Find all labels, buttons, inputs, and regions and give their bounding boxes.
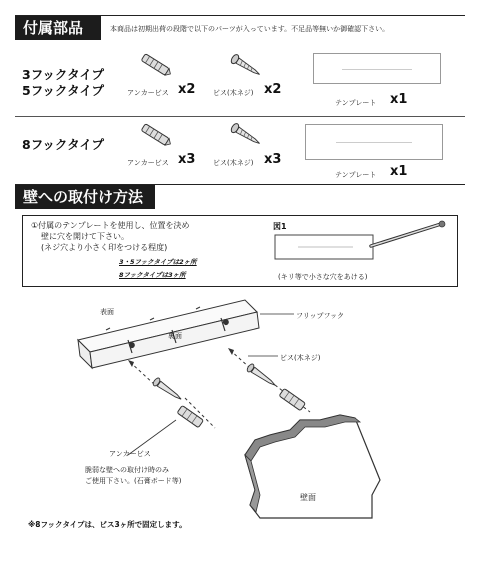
instruction-sub-2: 8フックタイプは3ヶ所 bbox=[119, 271, 186, 279]
anchor-qty-row2: x3 bbox=[178, 152, 196, 167]
instruction-sub-1: 3・5フックタイプは2ヶ所 bbox=[119, 258, 197, 266]
instruction-line-2: 壁に穴を開けて下さい。 bbox=[41, 232, 129, 241]
wall-label: 壁面 bbox=[300, 493, 316, 502]
anchor-diagram-label: アンカービス bbox=[109, 450, 151, 458]
screw-label-row1: ビス(木ネジ) bbox=[213, 89, 254, 97]
template-label-row1: テンプレート bbox=[335, 99, 377, 107]
figure-caption: (キリ等で小さな穴をあける) bbox=[278, 273, 368, 281]
template-qty-row1: x1 bbox=[390, 92, 408, 107]
anchor-label-row1: アンカービス bbox=[127, 89, 169, 97]
type-label-8hook: 8フックタイプ bbox=[22, 137, 104, 152]
template-label-row2: テンプレート bbox=[335, 171, 377, 179]
anchor-note-1: 脆弱な壁への取付け時のみ bbox=[85, 466, 169, 474]
type-label-3hook: 3フックタイプ bbox=[22, 67, 104, 82]
instruction-line-1: ①付属のテンプレートを使用し、位置を決め bbox=[31, 221, 190, 230]
screw-qty-row1: x2 bbox=[264, 82, 282, 97]
flip-hook-label: フリップフック bbox=[296, 312, 344, 320]
section-title-parts: 付属部品 bbox=[15, 16, 101, 40]
front-label: 表面 bbox=[100, 308, 114, 316]
bottom-note: ※8フックタイプは、ビス3ヶ所で固定します。 bbox=[28, 520, 187, 529]
section-title-install: 壁への取付け方法 bbox=[15, 185, 155, 209]
anchor-qty-row1: x2 bbox=[178, 82, 196, 97]
screw-qty-row2: x3 bbox=[264, 152, 282, 167]
parts-note: 本商品は初期出荷の段階で以下のパーツが入っています。不足品等無いか御確認下さい。 bbox=[110, 25, 390, 33]
type-label-5hook: 5フックタイプ bbox=[22, 83, 104, 98]
figure-title: 図1 bbox=[273, 222, 287, 231]
anchor-label-row2: アンカービス bbox=[127, 159, 169, 167]
screw-diagram-label: ビス(木ネジ) bbox=[280, 354, 321, 362]
template-qty-row2: x1 bbox=[390, 164, 408, 179]
back-label: 裏面 bbox=[168, 332, 182, 340]
instruction-line-3: (ネジ穴より小さく印をつける程度) bbox=[41, 243, 168, 252]
screw-label-row2: ビス(木ネジ) bbox=[213, 159, 254, 167]
anchor-note-2: ご使用下さい。(石膏ボード等) bbox=[85, 477, 182, 485]
